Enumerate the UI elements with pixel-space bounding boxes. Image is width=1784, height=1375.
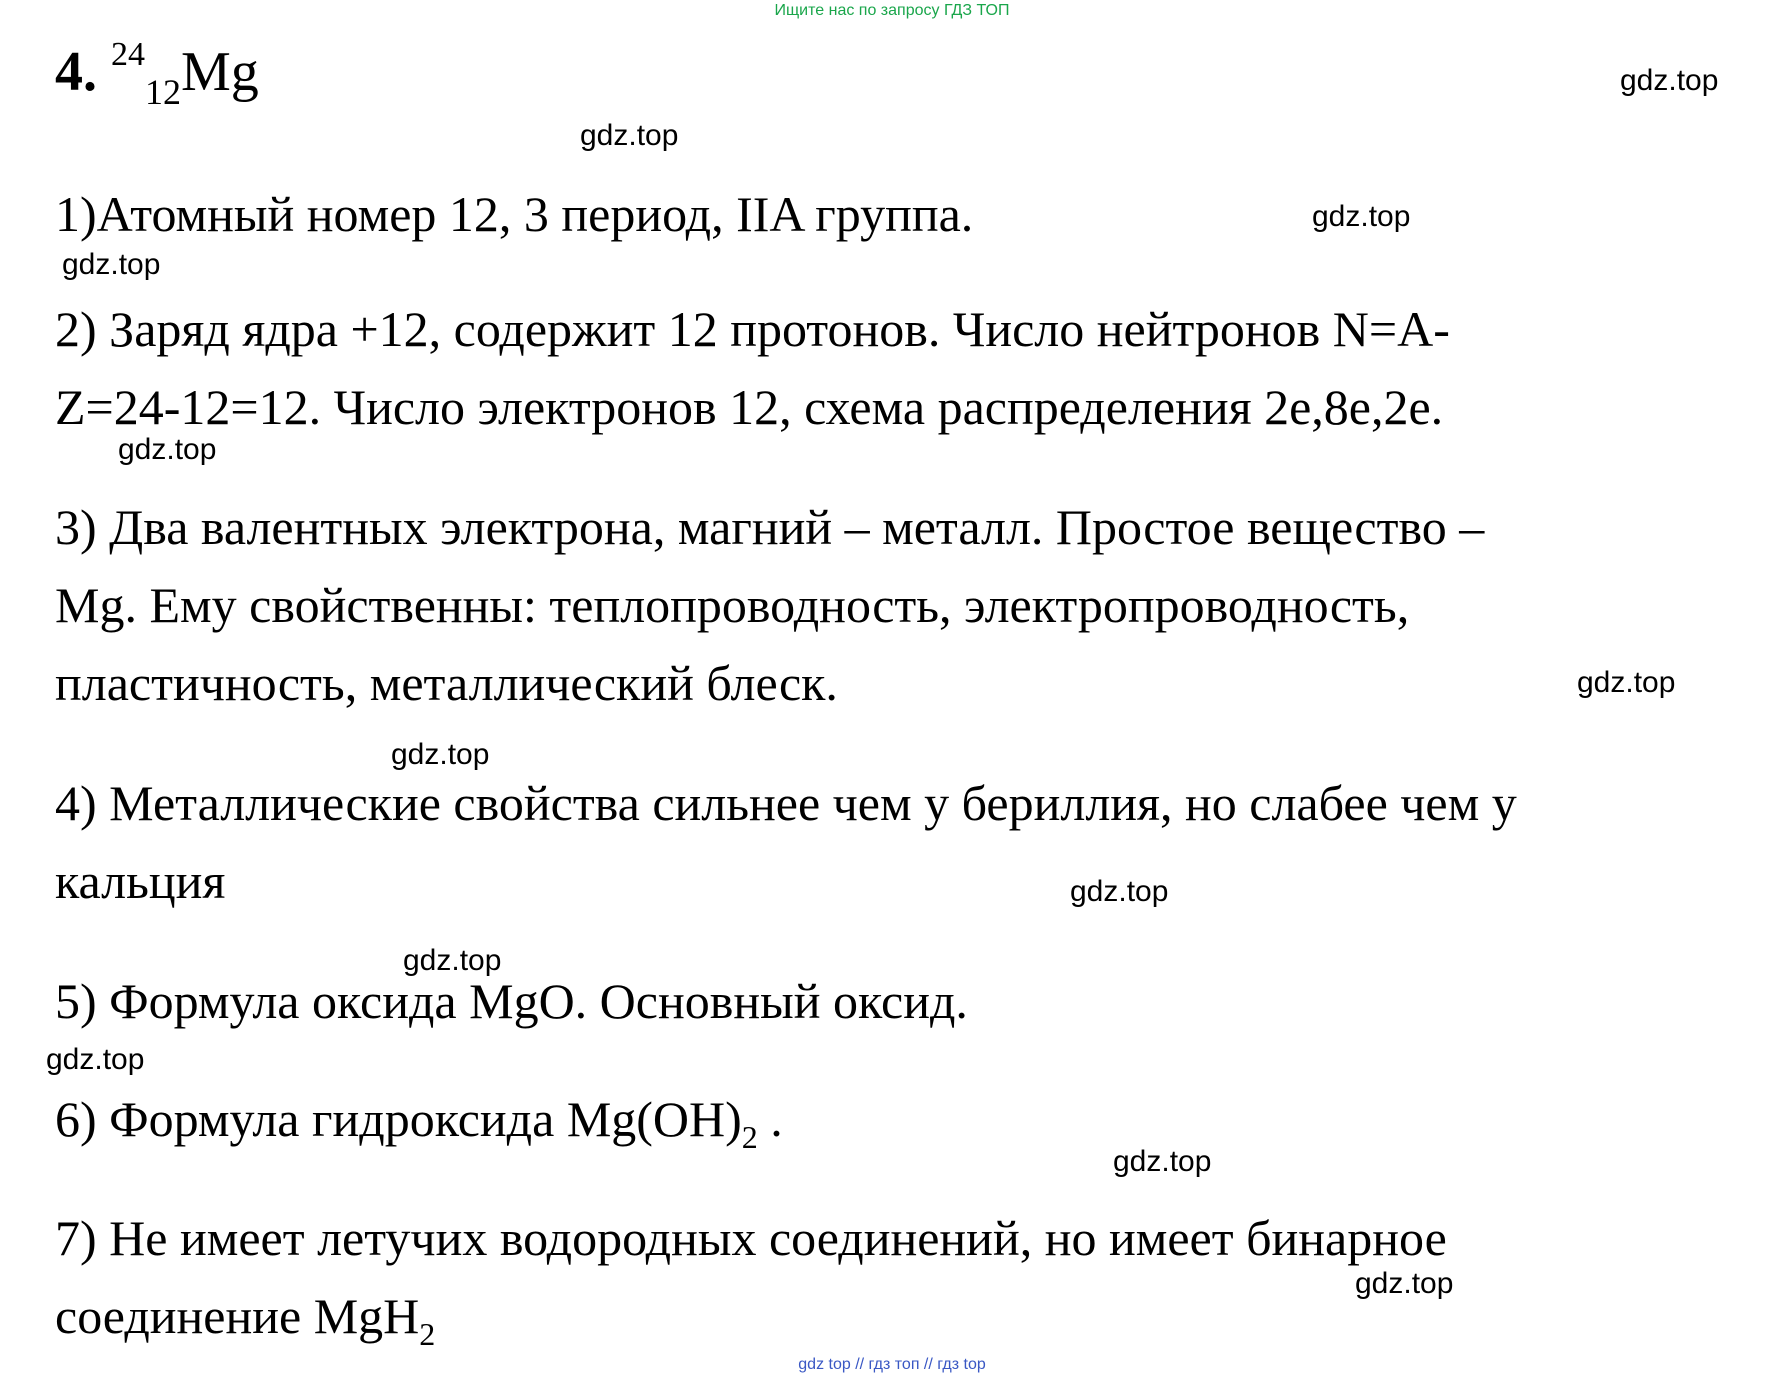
mass-number: 24 <box>111 36 145 73</box>
watermark: gdz.top <box>1070 875 1169 908</box>
watermark: gdz.top <box>118 433 217 466</box>
answer-3-line-2: Mg. Ему свойственны: теплопроводность, электропроводность, <box>55 577 1410 633</box>
watermark: gdz.top <box>1620 64 1719 97</box>
watermark: gdz.top <box>391 738 490 771</box>
answer-7-subscript: 2 <box>419 1316 436 1352</box>
watermark: gdz.top <box>1312 200 1411 233</box>
answer-7-line-2 <box>55 1277 1775 1355</box>
answer-6-end: . <box>757 1091 783 1147</box>
watermark: gdz.top <box>1355 1267 1454 1300</box>
answer-6-text: 6) Формула гидроксида Mg(OH) <box>55 1091 742 1147</box>
answer-3-line-3: пластичность, металлический блеск. <box>55 655 838 711</box>
element-symbol: Mg <box>181 41 259 103</box>
watermark: gdz.top <box>403 944 502 977</box>
watermark: gdz.top <box>580 119 679 152</box>
answer-6 <box>55 1080 1775 1158</box>
atomic-number: 12 <box>145 72 181 112</box>
answer-3-line-1: 3) Два валентных электрона, магний – металл. Простое вещество – <box>55 499 1485 555</box>
answer-1: 1)Атомный номер 12, 3 период, IIA группа. <box>55 186 974 242</box>
search-banner: Ищите нас по запросу ГДЗ ТОП <box>774 2 1010 19</box>
answer-2-line-2: Z=24-12=12. Число электронов 12, схема распределения 2e,8e,2e. <box>55 379 1444 435</box>
answer-7-line-1: 7) Не имеет летучих водородных соединений, но имеет бинарное <box>55 1210 1447 1266</box>
task-title <box>55 36 259 112</box>
answer-4-line-2: кальция <box>55 853 226 909</box>
answer-4-line-1: 4) Металлические свойства сильнее чем у бериллия, но слабее чем у <box>55 775 1517 831</box>
watermark: gdz.top <box>46 1043 145 1076</box>
task-number: 4. <box>55 41 97 103</box>
answer-7-text: соединение MgH <box>55 1288 420 1344</box>
answer-5: 5) Формула оксида MgO. Основный оксид. <box>55 973 968 1029</box>
answer-2-line-1: 2) Заряд ядра +12, содержит 12 протонов. Число нейтронов N=A- <box>55 301 1450 357</box>
footer-watermark: gdz top // гдз топ // гдз top <box>798 1356 986 1373</box>
watermark: gdz.top <box>62 248 161 281</box>
watermark: gdz.top <box>1577 666 1676 699</box>
watermark: gdz.top <box>1113 1145 1212 1178</box>
answer-6-subscript: 2 <box>741 1119 758 1155</box>
